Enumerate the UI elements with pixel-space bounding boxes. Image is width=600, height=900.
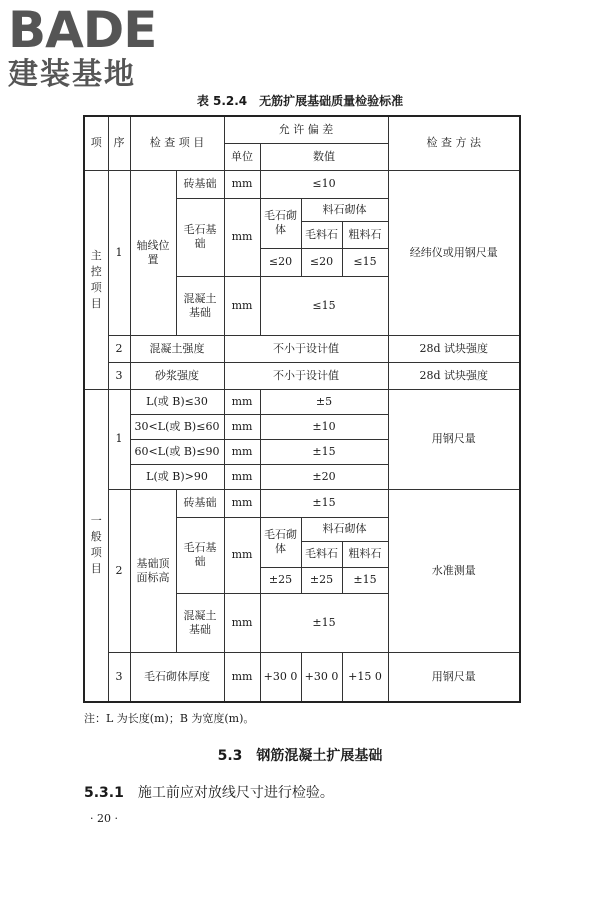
sub-item-brick: 砖基础 <box>176 170 224 198</box>
sub-item-stone: 毛石基础 <box>176 517 224 593</box>
clause-text: 施工前应对放线尺寸进行检验。 <box>137 785 334 801</box>
unit-cell: mm <box>224 170 260 198</box>
unit-cell: mm <box>224 276 260 335</box>
unit-cell: mm <box>224 414 260 439</box>
logo-tagline: 建装基地 <box>8 57 136 92</box>
value-cell: ±25 <box>260 567 301 593</box>
unit-cell: mm <box>224 439 260 464</box>
check-item-axis-position: 轴线位置 <box>130 170 176 335</box>
check-item-rubble-thickness: 毛石砌体厚度 <box>130 652 224 702</box>
unit-cell: mm <box>224 489 260 517</box>
method-cell: 28d 试块强度 <box>388 335 520 362</box>
table-note: 注：L 为长度(m)；B 为宽度(m)。 <box>84 712 255 725</box>
value-cell: ±15 <box>342 567 388 593</box>
value-cell: ±5 <box>260 389 388 414</box>
row-seq: 3 <box>108 362 130 389</box>
method-cell: 28d 试块强度 <box>388 362 520 389</box>
check-item-mortar-strength: 砂浆强度 <box>130 362 224 389</box>
value-cell: +15 0 <box>342 652 388 702</box>
clause-number: 5.3.1 <box>84 785 124 801</box>
unit-cell: mm <box>224 464 260 489</box>
sub-item-stone: 毛石基础 <box>176 198 224 276</box>
check-item-concrete-strength: 混凝土强度 <box>130 335 224 362</box>
value-cell: ±20 <box>260 464 388 489</box>
rough-ashlar-header: 毛料石 <box>301 541 342 567</box>
value-cell: ±10 <box>260 414 388 439</box>
ashlar-masonry-header: 料石砌体 <box>301 198 388 221</box>
unit-cell: mm <box>224 389 260 414</box>
sub-item-length: L(或 B)≤30 <box>130 389 224 414</box>
group-general: 一般项目 <box>84 389 108 702</box>
value-cell: ±15 <box>260 439 388 464</box>
row-seq: 2 <box>108 489 130 652</box>
row-seq: 1 <box>108 389 130 489</box>
clause <box>84 782 334 802</box>
header-method: 检 查 方 法 <box>388 116 520 170</box>
unit-cell: mm <box>224 652 260 702</box>
method-cell: 用钢尺量 <box>388 389 520 489</box>
method-cell: 水准测量 <box>388 489 520 652</box>
sub-item-concrete: 混凝土基础 <box>176 276 224 335</box>
value-cell: ≤10 <box>260 170 388 198</box>
group-main-control: 主控项目 <box>84 170 108 389</box>
header-allowance: 允 许 偏 差 <box>224 116 388 143</box>
row-seq: 2 <box>108 335 130 362</box>
bade-logo <box>8 1 178 94</box>
value-cell: 不小于设计值 <box>224 362 388 389</box>
inspection-standard-table <box>83 115 521 703</box>
unit-cell: mm <box>224 198 260 276</box>
method-cell: 经纬仪或用钢尺量 <box>388 170 520 335</box>
unit-cell: mm <box>224 593 260 652</box>
value-cell: ≤20 <box>301 248 342 276</box>
rubble-masonry-header: 毛石砌体 <box>260 517 301 567</box>
logo-brand: BADE <box>8 1 157 59</box>
value-cell: ±15 <box>260 489 388 517</box>
check-item-top-elevation: 基础顶面标高 <box>130 489 176 652</box>
header-unit: 单位 <box>224 143 260 170</box>
value-cell: ≤15 <box>260 276 388 335</box>
unit-cell: mm <box>224 517 260 593</box>
coarse-ashlar-header: 粗料石 <box>342 221 388 248</box>
row-seq: 3 <box>108 652 130 702</box>
sub-item-length: L(或 B)>90 <box>130 464 224 489</box>
page-number: · 20 · <box>90 812 118 825</box>
header-seq: 序 <box>108 116 130 170</box>
value-cell: ≤15 <box>342 248 388 276</box>
sub-item-length: 30<L(或 B)≤60 <box>130 414 224 439</box>
coarse-ashlar-header: 粗料石 <box>342 541 388 567</box>
header-value: 数值 <box>260 143 388 170</box>
rough-ashlar-header: 毛料石 <box>301 221 342 248</box>
value-cell: ±15 <box>260 593 388 652</box>
value-cell: +30 0 <box>301 652 342 702</box>
value-cell: +30 0 <box>260 652 301 702</box>
sub-item-brick: 砖基础 <box>176 489 224 517</box>
section-heading: 5.3 钢筋混凝土扩展基础 <box>217 748 383 764</box>
table-title: 表 5.2.4 无筋扩展基础质量检验标准 <box>196 94 404 108</box>
header-check-item: 检 查 项 目 <box>130 116 224 170</box>
sub-item-length: 60<L(或 B)≤90 <box>130 439 224 464</box>
value-cell: ±25 <box>301 567 342 593</box>
value-cell: 不小于设计值 <box>224 335 388 362</box>
value-cell: ≤20 <box>260 248 301 276</box>
header-item: 项 <box>84 116 108 170</box>
sub-item-concrete: 混凝土基础 <box>176 593 224 652</box>
ashlar-masonry-header: 料石砌体 <box>301 517 388 541</box>
rubble-masonry-header: 毛石砌体 <box>260 198 301 248</box>
row-seq: 1 <box>108 170 130 335</box>
method-cell: 用钢尺量 <box>388 652 520 702</box>
